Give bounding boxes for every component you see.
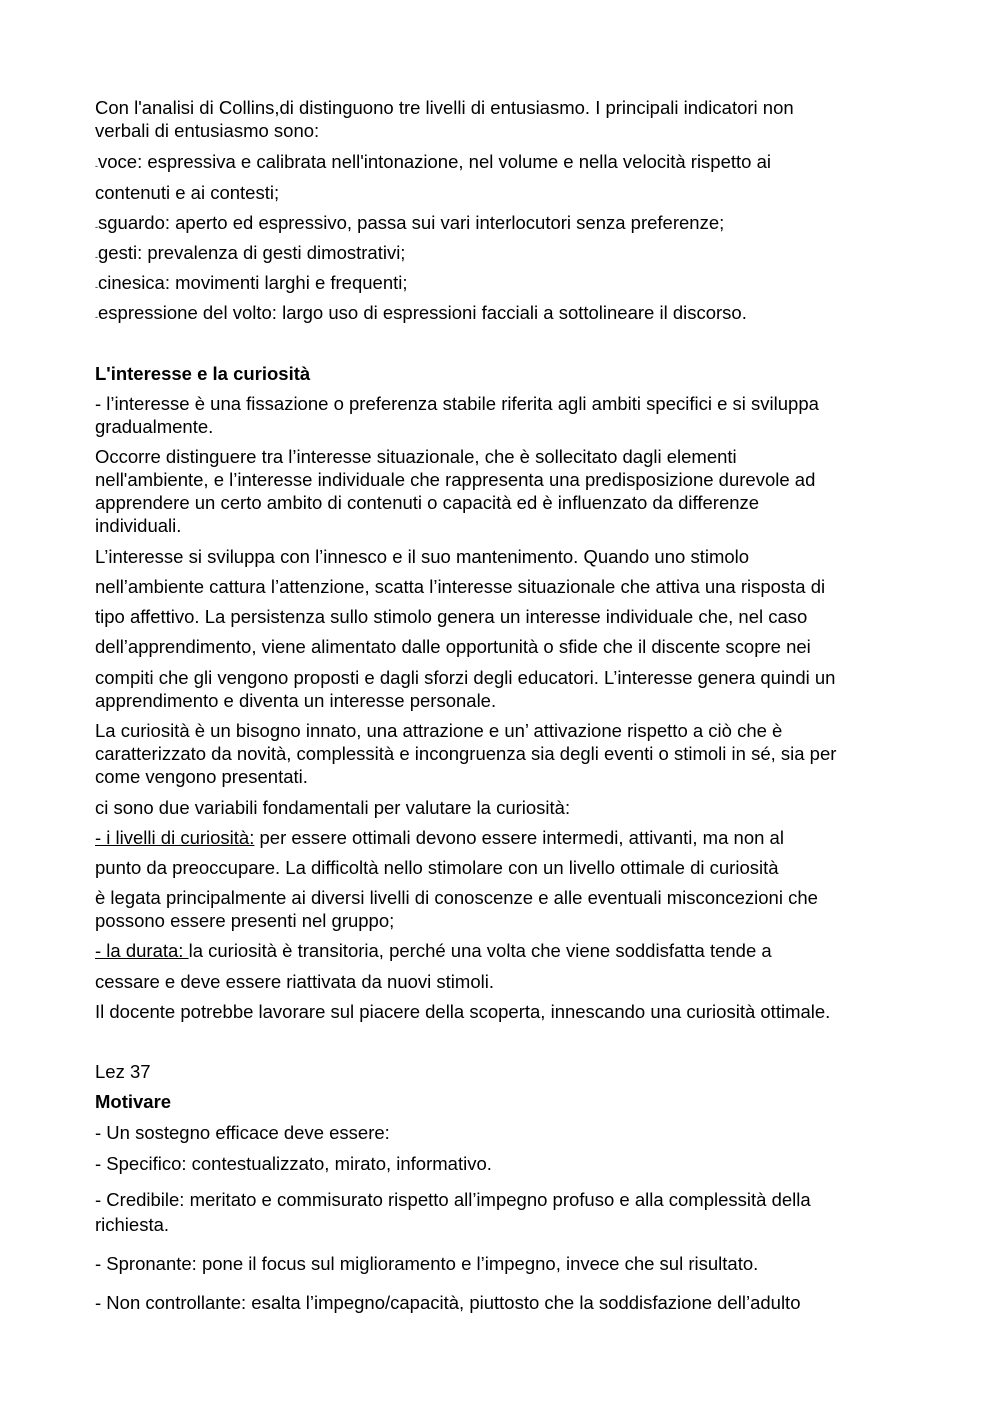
- bullet-dash: -: [95, 312, 98, 322]
- bullet-dash: -: [95, 161, 98, 171]
- paragraph-line: tipo affettivo. La persistenza sullo stimolo genera un interesse individuale che, nel caso: [95, 606, 808, 627]
- variable-durata: - la durata: la curiosità è transitoria, perché una volta che viene soddisfatta tende a: [95, 940, 772, 961]
- paragraph-line: nell’ambiente cattura l’attenzione, scatta l’interesse situazionale che attiva una risposta di: [95, 576, 826, 597]
- paragraph-line: individuali.: [95, 515, 182, 536]
- paragraph-line: ci sono due variabili fondamentali per valutare la curiosità:: [95, 797, 571, 818]
- bullet-dash: -: [95, 252, 98, 262]
- list-item: - Non controllante: esalta l’impegno/capacità, piuttosto che la soddisfazione dell’adulto: [95, 1292, 801, 1313]
- paragraph-line: caratterizzato da novità, complessità e incongruenza sia degli eventi o stimoli in sé, sia per: [95, 743, 837, 764]
- paragraph-line: è legata principalmente ai diversi livelli di conoscenze e alle eventuali misconcezioni che: [95, 887, 818, 908]
- paragraph-line: L’interesse si sviluppa con l’innesco e il suo mantenimento. Quando uno stimolo: [95, 546, 750, 567]
- paragraph-line: Il docente potrebbe lavorare sul piacere della scoperta, innescando una curiosità ottimale.: [95, 1001, 831, 1022]
- bullet-dash: -: [95, 282, 98, 292]
- section-heading: Motivare: [95, 1091, 172, 1112]
- lesson-label: Lez 37: [95, 1061, 151, 1082]
- list-item: - Spronante: pone il focus sul miglioramento e l’impegno, invece che sul risultato.: [95, 1253, 759, 1274]
- paragraph-line: gradualmente.: [95, 416, 214, 437]
- paragraph-line: compiti che gli vengono proposti e dagli sforzi degli educatori. L’interesse genera quindi un: [95, 667, 836, 688]
- intro-line: Con l'analisi di Collins,di distinguono tre livelli di entusiasmo. I principali indicatori non: [95, 97, 794, 118]
- indicator-espressione: -espressione del volto: largo uso di espressioni facciali a sottolineare il discorso.: [95, 302, 747, 323]
- list-item: - Un sostegno efficace deve essere:: [95, 1122, 390, 1143]
- bullet-dash: -: [95, 222, 98, 232]
- indicator-voce: -voce: espressiva e calibrata nell'intonazione, nel volume e nella velocità rispetto ai: [95, 151, 771, 172]
- variable-label: - la durata:: [95, 940, 189, 961]
- indicator-gesti: -gesti: prevalenza di gesti dimostrativi;: [95, 242, 406, 263]
- paragraph-line: cessare e deve essere riattivata da nuovi stimoli.: [95, 971, 494, 992]
- indicator-cinesica: -cinesica: movimenti larghi e frequenti;: [95, 272, 408, 293]
- indicator-voce-cont: contenuti e ai contesti;: [95, 182, 280, 203]
- variable-livelli: - i livelli di curiosità: per essere ottimali devono essere intermedi, attivanti, ma non al: [95, 827, 784, 848]
- paragraph-line: dell’apprendimento, viene alimentato dalle opportunità o sfide che il discente scopre nei: [95, 636, 811, 657]
- paragraph-line: come vengono presentati.: [95, 766, 308, 787]
- variable-label: - i livelli di curiosità:: [95, 827, 255, 848]
- intro-line: verbali di entusiasmo sono:: [95, 120, 320, 141]
- paragraph-line: La curiosità è un bisogno innato, una attrazione e un’ attivazione rispetto a ciò che è: [95, 720, 783, 741]
- indicator-sguardo: -sguardo: aperto ed espressivo, passa sui vari interlocutori senza preferenze;: [95, 212, 725, 233]
- paragraph-line: Occorre distinguere tra l’interesse situazionale, che è sollecitato dagli elementi: [95, 446, 737, 467]
- paragraph-line: possono essere presenti nel gruppo;: [95, 910, 395, 931]
- paragraph-line: apprendimento e diventa un interesse personale.: [95, 690, 497, 711]
- section-heading: L'interesse e la curiosità: [95, 363, 311, 384]
- paragraph-line: nell'ambiente, e l’interesse individuale che rappresenta una predisposizione durevole ad: [95, 469, 816, 490]
- paragraph-line: apprendere un certo ambito di contenuti o capacità ed è influenzato da differenze: [95, 492, 760, 513]
- list-item: - Credibile: meritato e commisurato rispetto all’impegno profuso e alla complessità della: [95, 1189, 811, 1210]
- paragraph-line: punto da preoccupare. La difficoltà nello stimolare con un livello ottimale di curiosità: [95, 857, 779, 878]
- list-item-cont: richiesta.: [95, 1214, 170, 1235]
- paragraph-line: - l’interesse è una fissazione o preferenza stabile riferita agli ambiti specifici e si sviluppa: [95, 393, 819, 414]
- list-item: - Specifico: contestualizzato, mirato, informativo.: [95, 1153, 492, 1174]
